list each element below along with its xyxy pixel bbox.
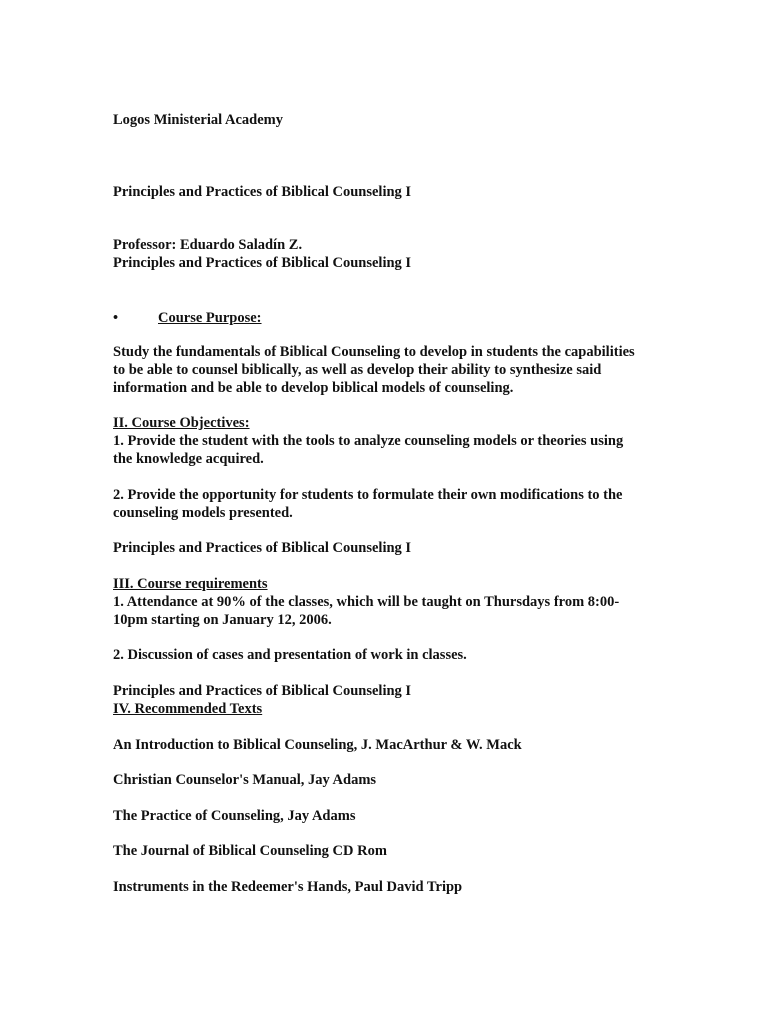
running-title: Principles and Practices of Biblical Counseling I: [113, 683, 412, 699]
objective-item-2: [113, 486, 673, 522]
requirement-line: 1. Attendance at 90% of the classes, which will be taught on Thursdays from 8:00-: [113, 594, 620, 610]
course-title: Principles and Practices of Biblical Counseling I: [113, 184, 412, 200]
requirement-line: 10pm starting on January 12, 2006.: [113, 612, 332, 628]
requirement-item-2: 2. Discussion of cases and presentation of work in classes.: [113, 647, 467, 663]
requirement-item-1: [113, 593, 673, 629]
purpose-line: Study the fundamentals of Biblical Counseling to develop in students the capabilities: [113, 344, 635, 360]
objective-line: 2. Provide the opportunity for students to formulate their own modifications to the: [113, 487, 623, 503]
purpose-line: to be able to counsel biblically, as well as develop their ability to synthesize said: [113, 362, 602, 378]
objective-line: 1. Provide the student with the tools to analyze counseling models or theories using: [113, 433, 624, 449]
objective-line: counseling models presented.: [113, 505, 293, 521]
purpose-line: information and be able to develop biblical models of counseling.: [113, 380, 514, 396]
texts-heading: IV. Recommended Texts: [113, 701, 263, 717]
objective-item-1: [113, 432, 673, 468]
recommended-text-item: Instruments in the Redeemer's Hands, Paul David Tripp: [113, 879, 463, 895]
running-title: Principles and Practices of Biblical Counseling I: [113, 540, 412, 556]
recommended-text-item: Christian Counselor's Manual, Jay Adams: [113, 772, 377, 788]
requirements-heading: III. Course requirements: [113, 576, 268, 592]
professor-line: Professor: Eduardo Saladín Z.: [113, 237, 303, 253]
institution-name: Logos Ministerial Academy: [113, 112, 283, 128]
recommended-text-item: An Introduction to Biblical Counseling, J. MacArthur & W. Mack: [113, 737, 522, 753]
objectives-heading: II. Course Objectives:: [113, 415, 250, 431]
course-purpose-heading: Course Purpose:: [158, 310, 262, 326]
bullet-marker: •: [113, 310, 119, 326]
course-subtitle: Principles and Practices of Biblical Counseling I: [113, 255, 412, 271]
objective-line: the knowledge acquired.: [113, 451, 264, 467]
course-purpose-text: [113, 343, 673, 397]
recommended-text-item: The Journal of Biblical Counseling CD Rom: [113, 843, 387, 859]
recommended-text-item: The Practice of Counseling, Jay Adams: [113, 808, 356, 824]
